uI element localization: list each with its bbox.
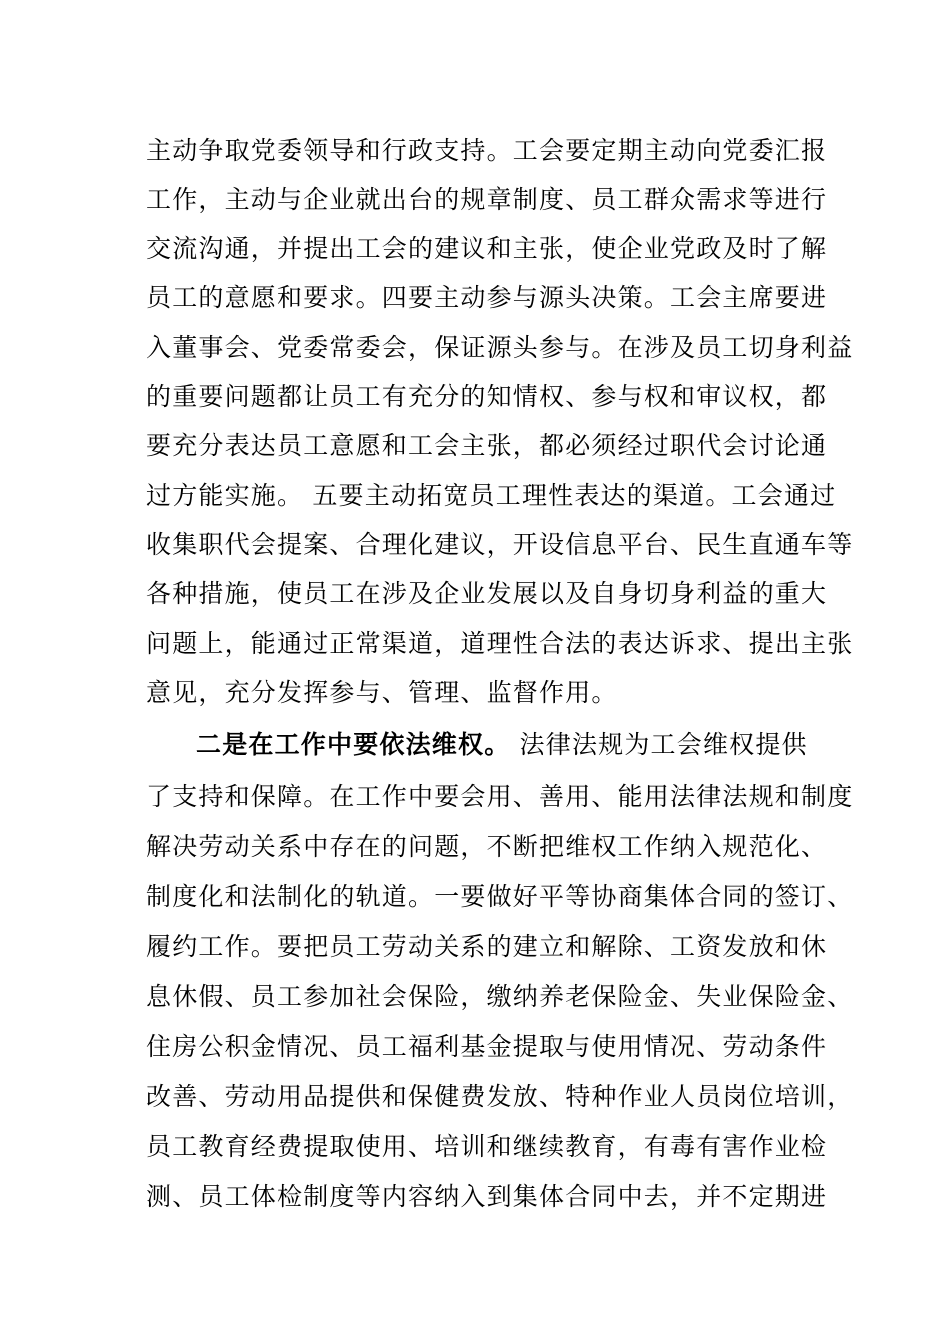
text-line: 改善、劳动用品提供和保健费发放、特种作业人员岗位培训， (146, 1082, 854, 1111)
text-line: 入董事会、党委常委会，保证源头参与。在涉及员工切身利益 (146, 333, 854, 362)
heading-continuation: 法律法规为工会维权提供 (510, 730, 808, 759)
paragraph-2-first-line (196, 730, 808, 760)
text-line: 住房公积金情况、员工福利基金提取与使用情况、劳动条件 (146, 1032, 828, 1061)
text-line: 解决劳动关系中存在的问题，不断把维权工作纳入规范化、 (146, 832, 828, 861)
text-line: 主动争取党委领导和行政支持。工会要定期主动向党委汇报 (146, 136, 828, 165)
text-line: 履约工作。要把员工劳动关系的建立和解除、工资发放和休 (146, 932, 828, 961)
text-line: 员工的意愿和要求。四要主动参与源头决策。工会主席要进 (146, 283, 828, 312)
text-line: 要充分表达员工意愿和工会主张，都必须经过职代会讨论通 (146, 431, 828, 460)
text-line: 意见，充分发挥参与、管理、监督作用。 (146, 678, 618, 707)
text-line: 问题上，能通过正常渠道，道理性合法的表达诉求、提出主张 (146, 629, 854, 658)
text-line: 收集职代会提案、合理化建议，开设信息平台、民生直通车等 (146, 530, 854, 559)
text-line: 的重要问题都让员工有充分的知情权、参与权和审议权，都 (146, 382, 828, 411)
text-line: 各种措施，使员工在涉及企业发展以及自身切身利益的重大 (146, 579, 828, 608)
text-line: 交流沟通，并提出工会的建议和主张，使企业党政及时了解 (146, 234, 828, 263)
text-line: 息休假、员工参加社会保险，缴纳养老保险金、失业保险金、 (146, 982, 854, 1011)
text-line: 测、员工体检制度等内容纳入到集体合同中去，并不定期进 (146, 1182, 828, 1211)
text-line: 制度化和法制化的轨道。一要做好平等协商集体合同的签订、 (146, 882, 854, 911)
text-line: 了支持和保障。在工作中要会用、善用、能用法律法规和制度 (146, 782, 854, 811)
text-line: 过方能实施。 五要主动拓宽员工理性表达的渠道。工会通过 (146, 481, 837, 510)
text-line: 员工教育经费提取使用、培训和继续教育，有毒有害作业检 (146, 1132, 828, 1161)
text-line: 工作，主动与企业就出台的规章制度、员工群众需求等进行 (146, 185, 828, 214)
section-heading: 二是在工作中要依法维权。 (196, 730, 511, 759)
